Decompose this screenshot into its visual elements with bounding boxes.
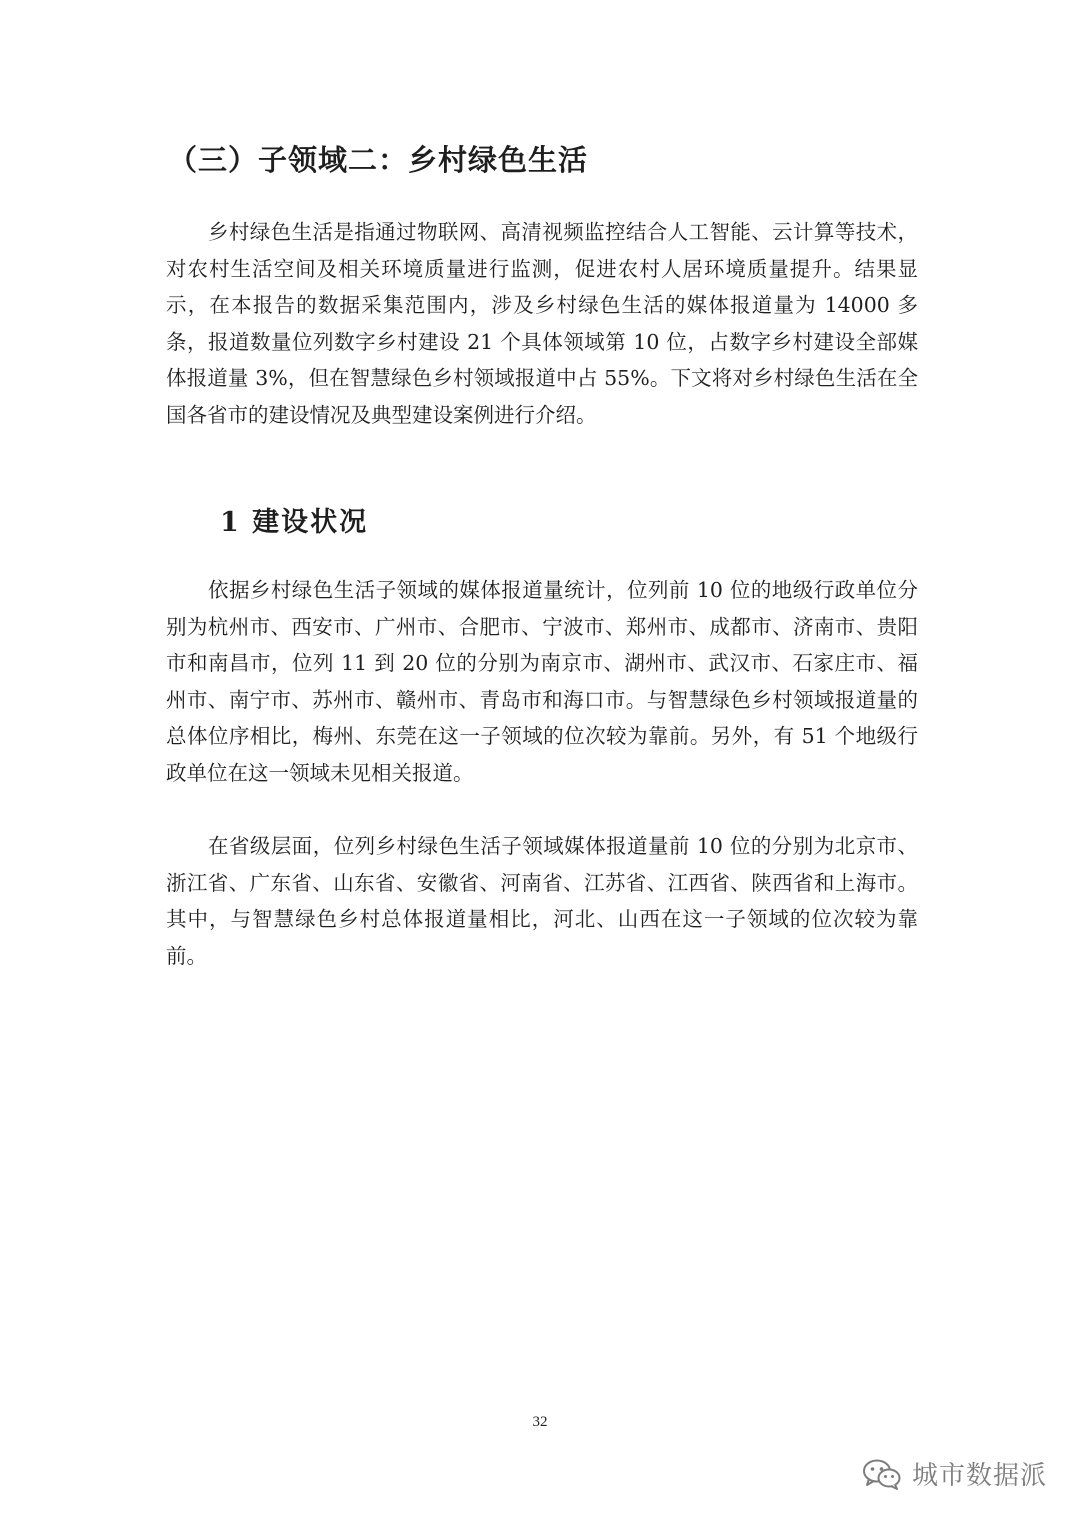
body-paragraph-province-ranking: 在省级层面，位列乡村绿色生活子领域媒体报道量前 10 位的分别为北京市、浙江省、广东省、山东省、安徽省、河南省、江苏省、江西省、陕西省和上海市。其中，与智慧绿色乡村总体报道量相比，河北、山西在这一子领域的位次较为靠前。 xyxy=(166,834,918,968)
section-title: （三）子领域二：乡村绿色生活 xyxy=(168,143,589,177)
subsection-title: 1 建设状况 xyxy=(220,507,369,538)
page-number: 32 xyxy=(532,1414,548,1430)
watermark-text: 城市数据派 xyxy=(912,1461,1048,1491)
body-paragraph-city-ranking: 依据乡村绿色生活子领域的媒体报道量统计，位列前 10 位的地级行政单位分别为杭州市、西安市、广州市、合肥市、宁波市、郑州市、成都市、济南市、贵阳市和南昌市，位列 11 到 20 位的分别为南京市、湖州市、武汉市、石家庄市、福州市、南宁市、苏州市、赣州市、青岛市和海口市。与智慧绿色乡村领域报道量的总体位序相比，梅州、东莞在这一子领域的位次较为靠前。另外，有 51 个地级行政单位在这一领域未见相关报道。 xyxy=(166,578,918,785)
body-paragraph-intro: 乡村绿色生活是指通过物联网、高清视频监控结合人工智能、云计算等技术，对农村生活空间及相关环境质量进行监测，促进农村人居环境质量提升。结果显示，在本报告的数据采集范围内，涉及乡村绿色生活的媒体报道量为 14000 多条，报道数量位列数字乡村建设 21 个具体领域第 10 位，占数字乡村建设全部媒体报道量 3%，但在智慧绿色乡村领域报道中占 55%。下文将对乡村绿色生活在全国各省市的建设情况及典型建设案例进行介绍。 xyxy=(166,220,918,427)
watermark xyxy=(862,1455,1047,1492)
wechat-icon xyxy=(862,1458,902,1490)
